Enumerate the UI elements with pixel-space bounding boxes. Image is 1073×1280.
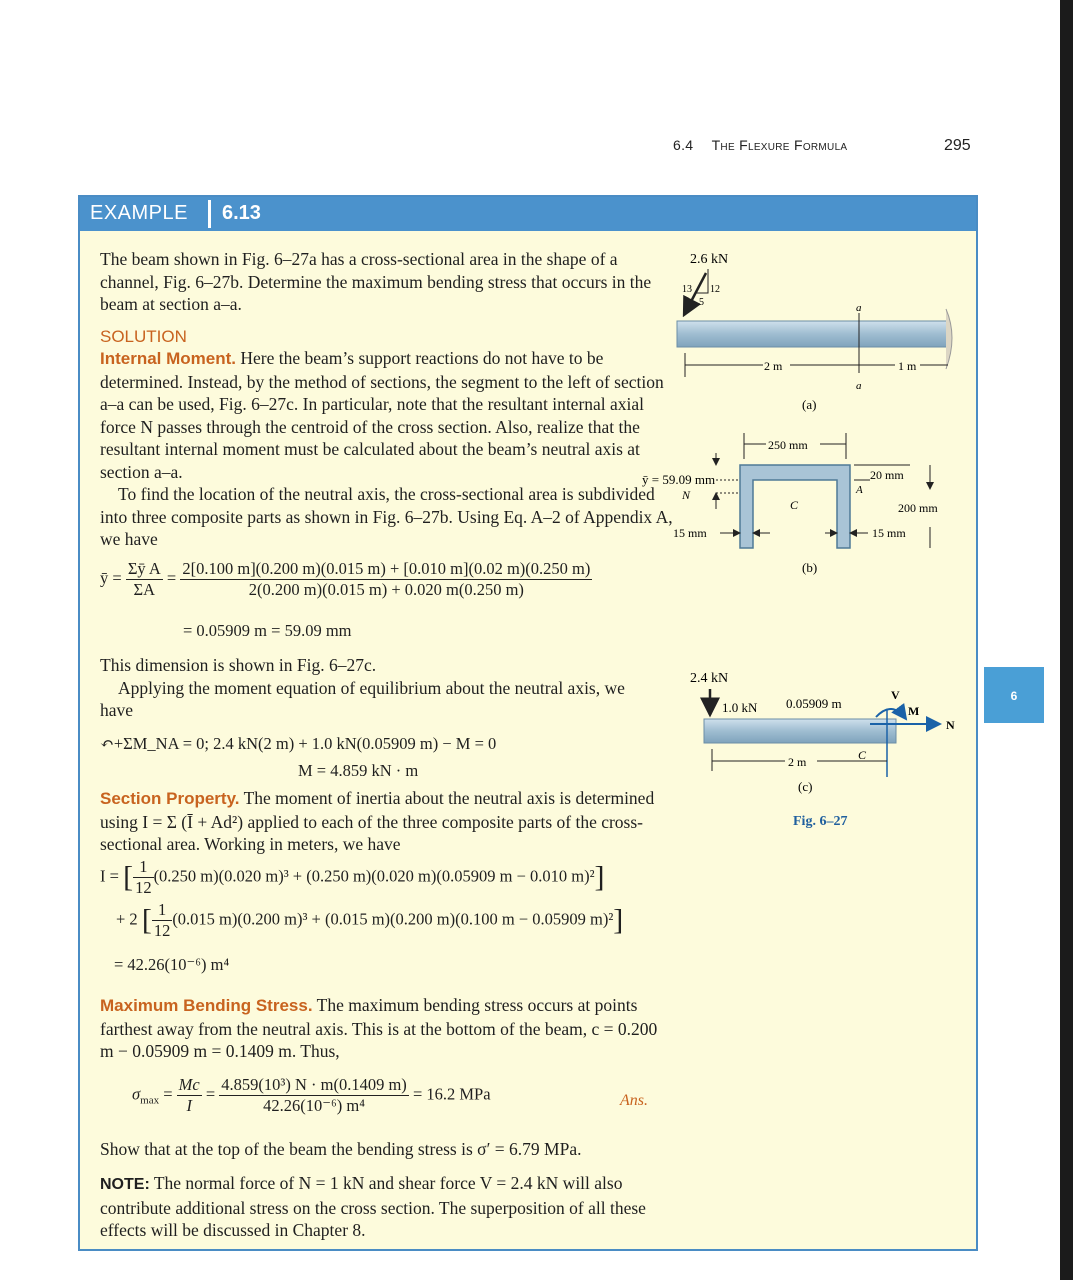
moment-intro: This dimension is shown in Fig. 6–27c. Applying the moment equation of equilibrium about the neutral axis, we have [100, 655, 625, 720]
fig-b-N: N [682, 488, 691, 502]
fig-a-section-bottom: a [856, 380, 862, 392]
fig-c-dim-2m: 2 m [788, 755, 807, 769]
fig-a-slope-13: 13 [682, 284, 692, 295]
fig-a-slope-12: 12 [710, 284, 720, 295]
page-number: 295 [944, 137, 971, 154]
centroid-result: = 0.05909 m = 59.09 mm [183, 621, 352, 640]
fig-c-beam [704, 719, 896, 743]
note-paragraph: NOTE: The normal force of N = 1 kN and shear force V = 2.4 kN will also contribute additional stress on the cross section. The superposition of all these effects will be discussed in Chapter 8. [100, 1173, 646, 1240]
chapter-tab[interactable]: 6 [984, 667, 1044, 723]
problem-statement: The beam shown in Fig. 6–27a has a cross-sectional area in the shape of a channel, Fig. 6–27b. Determine the maximum bending stress that occurs in the beam at section a–a. [100, 249, 652, 314]
fig-b-web-left: 15 mm [673, 526, 707, 540]
fig-a-section-top: a [856, 302, 862, 314]
example-box [78, 195, 978, 1251]
inertia-result: = 42.26(10⁻⁶) m⁴ [114, 955, 230, 974]
fig-c-ecc: 0.05909 m [786, 696, 842, 711]
show-that: Show that at the top of the beam the bending stress is σ′ = 6.79 MPa. [100, 1139, 582, 1159]
fig-b-A: A [856, 484, 863, 496]
fig-a-beam [677, 321, 949, 347]
section-title: The Flexure Formula [711, 137, 848, 153]
fig-c-axial: 1.0 kN [722, 700, 758, 715]
fig-b-flange: 20 mm [870, 468, 904, 482]
inertia-equation-line2: + 2 [ $\frac{1}{12}$ (0.015 m)(0.200 m)³ + (0.015 m)(0.200 m)(0.100 m − 0.05909 m)²] [116, 900, 624, 940]
fig-a-load: 2.6 kN [690, 252, 729, 267]
fig-b-C: C [790, 498, 799, 512]
fig-a-dim-2m: 2 m [764, 359, 783, 373]
solution-heading: SOLUTION [100, 327, 187, 346]
fig-a-wall [946, 309, 952, 369]
fig-b-top-width: 250 mm [768, 438, 808, 452]
inertia-equation-line1: I = [ $\frac{1}{12}$ (0.250 m)(0.020 m)³ + (0.250 m)(0.020 m)(0.05909 m − 0.010 m)²] [100, 857, 605, 897]
stress-equation: $\sigma_{max}$ = $\frac{Mc}{I}$ = $\frac{\text{4.859(10³) N · m(0.1409 m)}}{\text{42.26(10⁻⁶) m⁴}}$ = 16.2 MPa [132, 1075, 491, 1115]
fig-b-web-right: 15 mm [872, 526, 906, 540]
fig-a-dim-1m: 1 m [898, 359, 917, 373]
example-label: EXAMPLE [90, 202, 188, 224]
fig-a-caption: (a) [802, 397, 817, 412]
fig-b-caption: (b) [802, 560, 818, 575]
fig-c-V: V [891, 688, 900, 702]
section-number: 6.4 [673, 137, 694, 153]
figure-6-27 [80, 197, 976, 1249]
internal-moment-paragraph: Internal Moment. Here the beam’s support reactions do not have to be determined. Instead, by the method of sections, the segment to the left of section a–a can be used, Fig. 6–27c. In particular, note that the resultant internal axial force N passes through the centroid of the cross section. Also, realize that the resultant internal moment must be calculated about the beam’s neutral axis at section a–a. To find the location of the neutral axis, the cross-sectional area is subdivided into three composite parts as shown in Fig. 6–27b. Using Eq. A–2 of Appendix A, we have [100, 348, 673, 549]
moment-result: M = 4.859 kN · m [298, 761, 419, 780]
example-number: 6.13 [222, 202, 261, 224]
figure-title: Fig. 6–27 [793, 814, 848, 829]
moment-equation: ↶+ΣM_NA = 0; 2.4 kN(2 m) + 1.0 kN(0.05909 m) − M = 0 [100, 734, 497, 753]
fig-c-N: N [946, 718, 955, 732]
fig-c-M: M [908, 704, 920, 718]
answer-label: Ans. [620, 1092, 648, 1109]
running-header [673, 137, 847, 153]
fig-a-slope-5: 5 [699, 297, 704, 308]
centroid-equation: ȳ = $\frac{\text{Σȳ A}}{\Sigma A}$ = $\frac{2[0.100 m](0.200 m)(0.015 m) + [0.010 m](0.02 m)(0.250 m)}{2(0.200 m)(0.015 m) + 0.020 m(0.250 m)}$ [100, 559, 591, 599]
max-stress-paragraph: Maximum Bending Stress. The maximum bending stress occurs at points farthest away from the neutral axis. This is at the bottom of the beam, c = 0.200 m − 0.05909 m = 0.1409 m. Thus, [100, 995, 658, 1061]
fig-b-ybar: ȳ = 59.09 mm [642, 472, 716, 487]
fig-b-height: 200 mm [898, 501, 938, 515]
fig-c-C: C [858, 748, 867, 762]
fig-c-load: 2.4 kN [690, 671, 729, 686]
right-edge-bar [1060, 0, 1073, 1280]
internal-moment-heading: Internal Moment. [100, 349, 237, 368]
fig-c-caption: (c) [798, 779, 813, 794]
section-property-paragraph: Section Property. The moment of inertia about the neutral axis is determined using I = Σ (Ī + Ad²) applied to each of the three composite parts of the cross-sectional area. Working in meters, we have [100, 788, 655, 854]
